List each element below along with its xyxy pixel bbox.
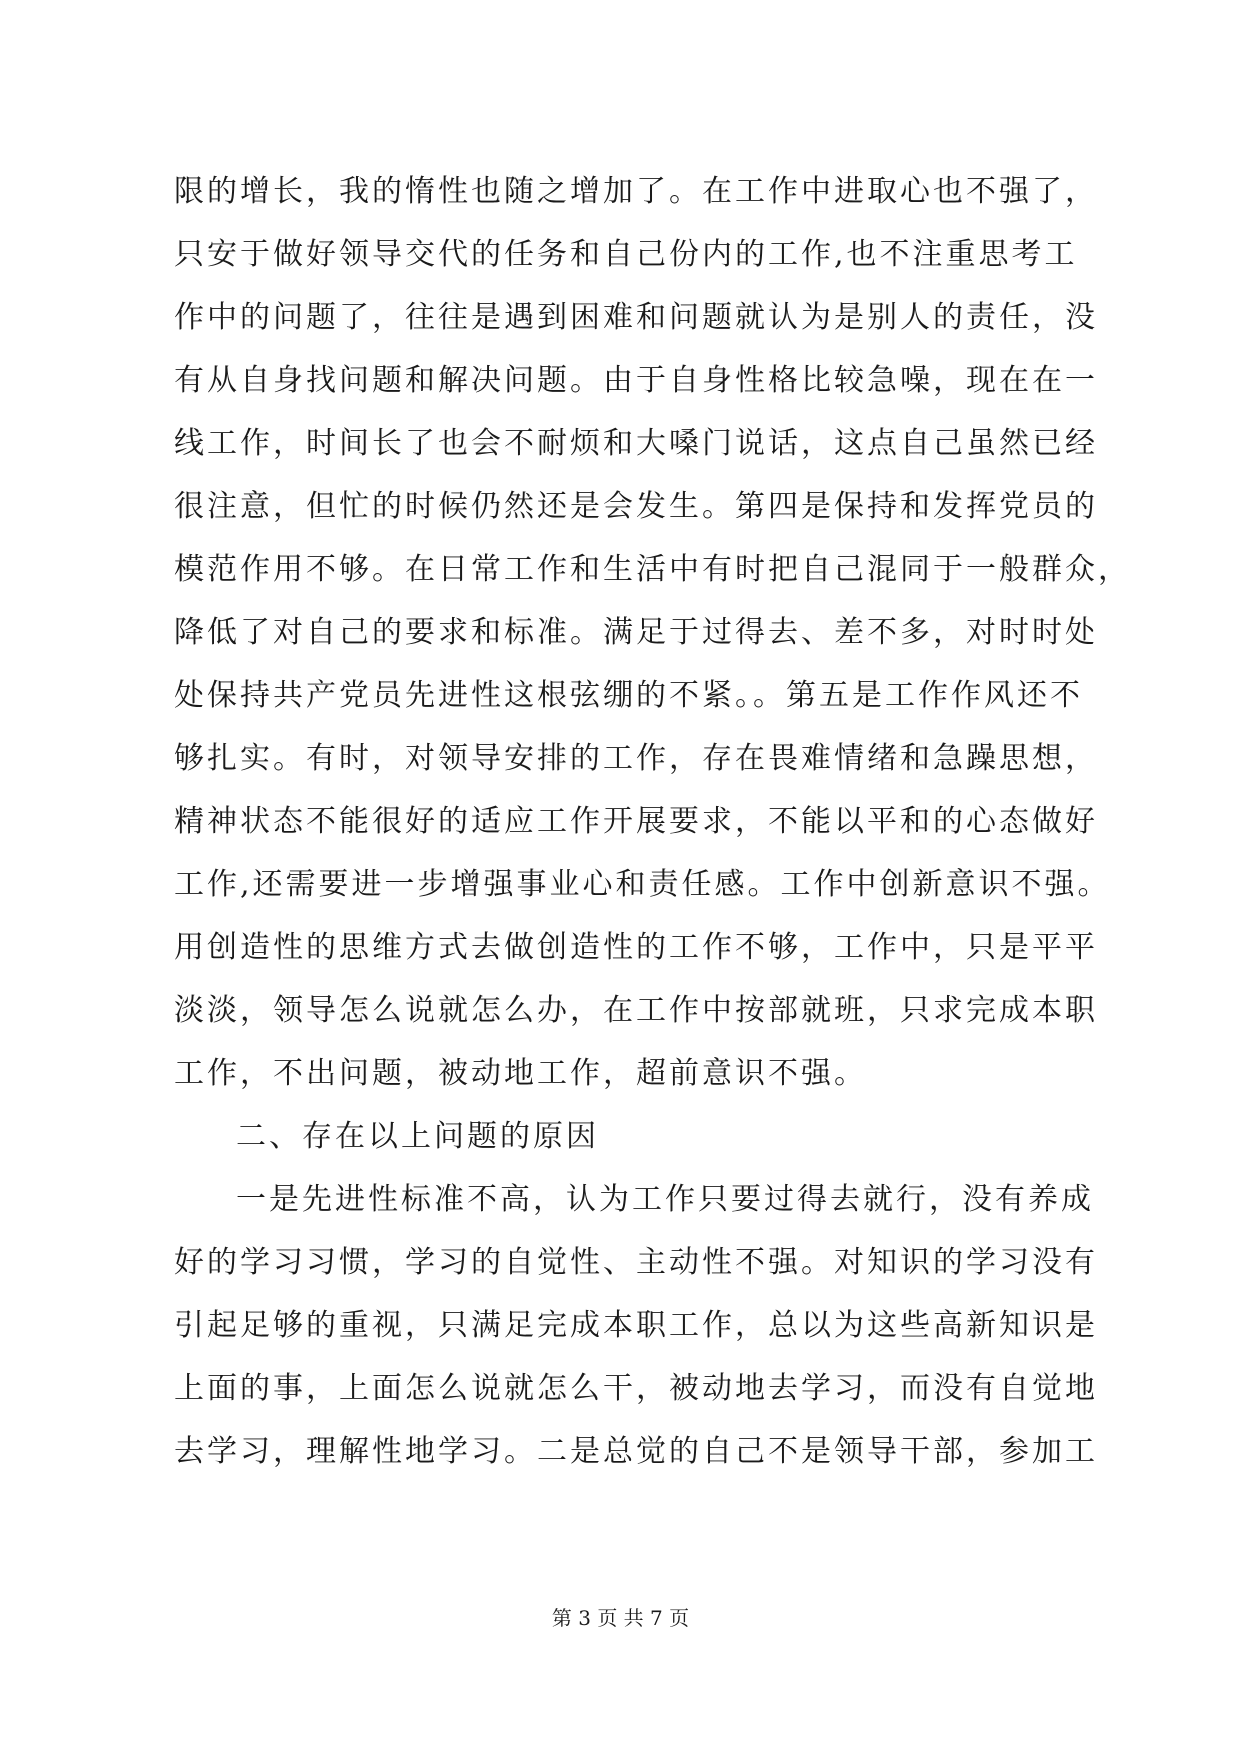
text-line: 模范作用不够。在日常工作和生活中有时把自己混同于一般群众， (174, 552, 1131, 587)
page-number-footer: 第 3 页 共 7 页 (551, 1606, 690, 1630)
document-body (174, 160, 1131, 1483)
text-line: 工作，不出问题，被动地工作，超前意识不强。 (174, 1056, 867, 1091)
text-line: 处保持共产党员先进性这根弦绷的不紧。。第五是工作作风还不 (174, 678, 1083, 713)
text-line: 精神状态不能很好的适应工作开展要求，不能以平和的心态做好 (174, 804, 1098, 839)
text-line: 够扎实。有时，对领导安排的工作，存在畏难情绪和急躁思想， (174, 741, 1098, 776)
text-line: 淡淡，领导怎么说就怎么办，在工作中按部就班，只求完成本职 (174, 993, 1098, 1028)
section-heading: 二、存在以上问题的原因 (236, 1119, 599, 1154)
text-line: 很注意，但忙的时候仍然还是会发生。第四是保持和发挥党员的 (174, 489, 1098, 524)
text-line: 只安于做好领导交代的任务和自己份内的工作,也不注重思考工 (174, 237, 1078, 272)
text-line: 用创造性的思维方式去做创造性的工作不够，工作中，只是平平 (174, 930, 1098, 965)
text-line: 限的增长，我的惰性也随之增加了。在工作中进取心也不强了， (174, 174, 1098, 209)
text-line: 好的学习习惯，学习的自觉性、主动性不强。对知识的学习没有 (174, 1245, 1098, 1280)
text-line: 去学习，理解性地学习。二是总觉的自己不是领导干部，参加工 (174, 1434, 1098, 1469)
text-line: 降低了对自己的要求和标准。满足于过得去、差不多，对时时处 (174, 615, 1098, 650)
text-line: 作中的问题了，往往是遇到困难和问题就认为是别人的责任，没 (174, 300, 1098, 335)
text-line: 线工作，时间长了也会不耐烦和大嗓门说话，这点自己虽然已经 (174, 426, 1098, 461)
text-line: 上面的事，上面怎么说就怎么干，被动地去学习，而没有自觉地 (174, 1371, 1098, 1406)
text-line: 有从自身找问题和解决问题。由于自身性格比较急噪，现在在一 (174, 363, 1098, 398)
text-line: 引起足够的重视，只满足完成本职工作，总以为这些高新知识是 (174, 1308, 1098, 1343)
paragraph-first-line: 一是先进性标准不高，认为工作只要过得去就行，没有养成 (236, 1182, 1094, 1217)
text-line: 工作,还需要进一步增强事业心和责任感。工作中创新意识不强。 (174, 867, 1111, 902)
